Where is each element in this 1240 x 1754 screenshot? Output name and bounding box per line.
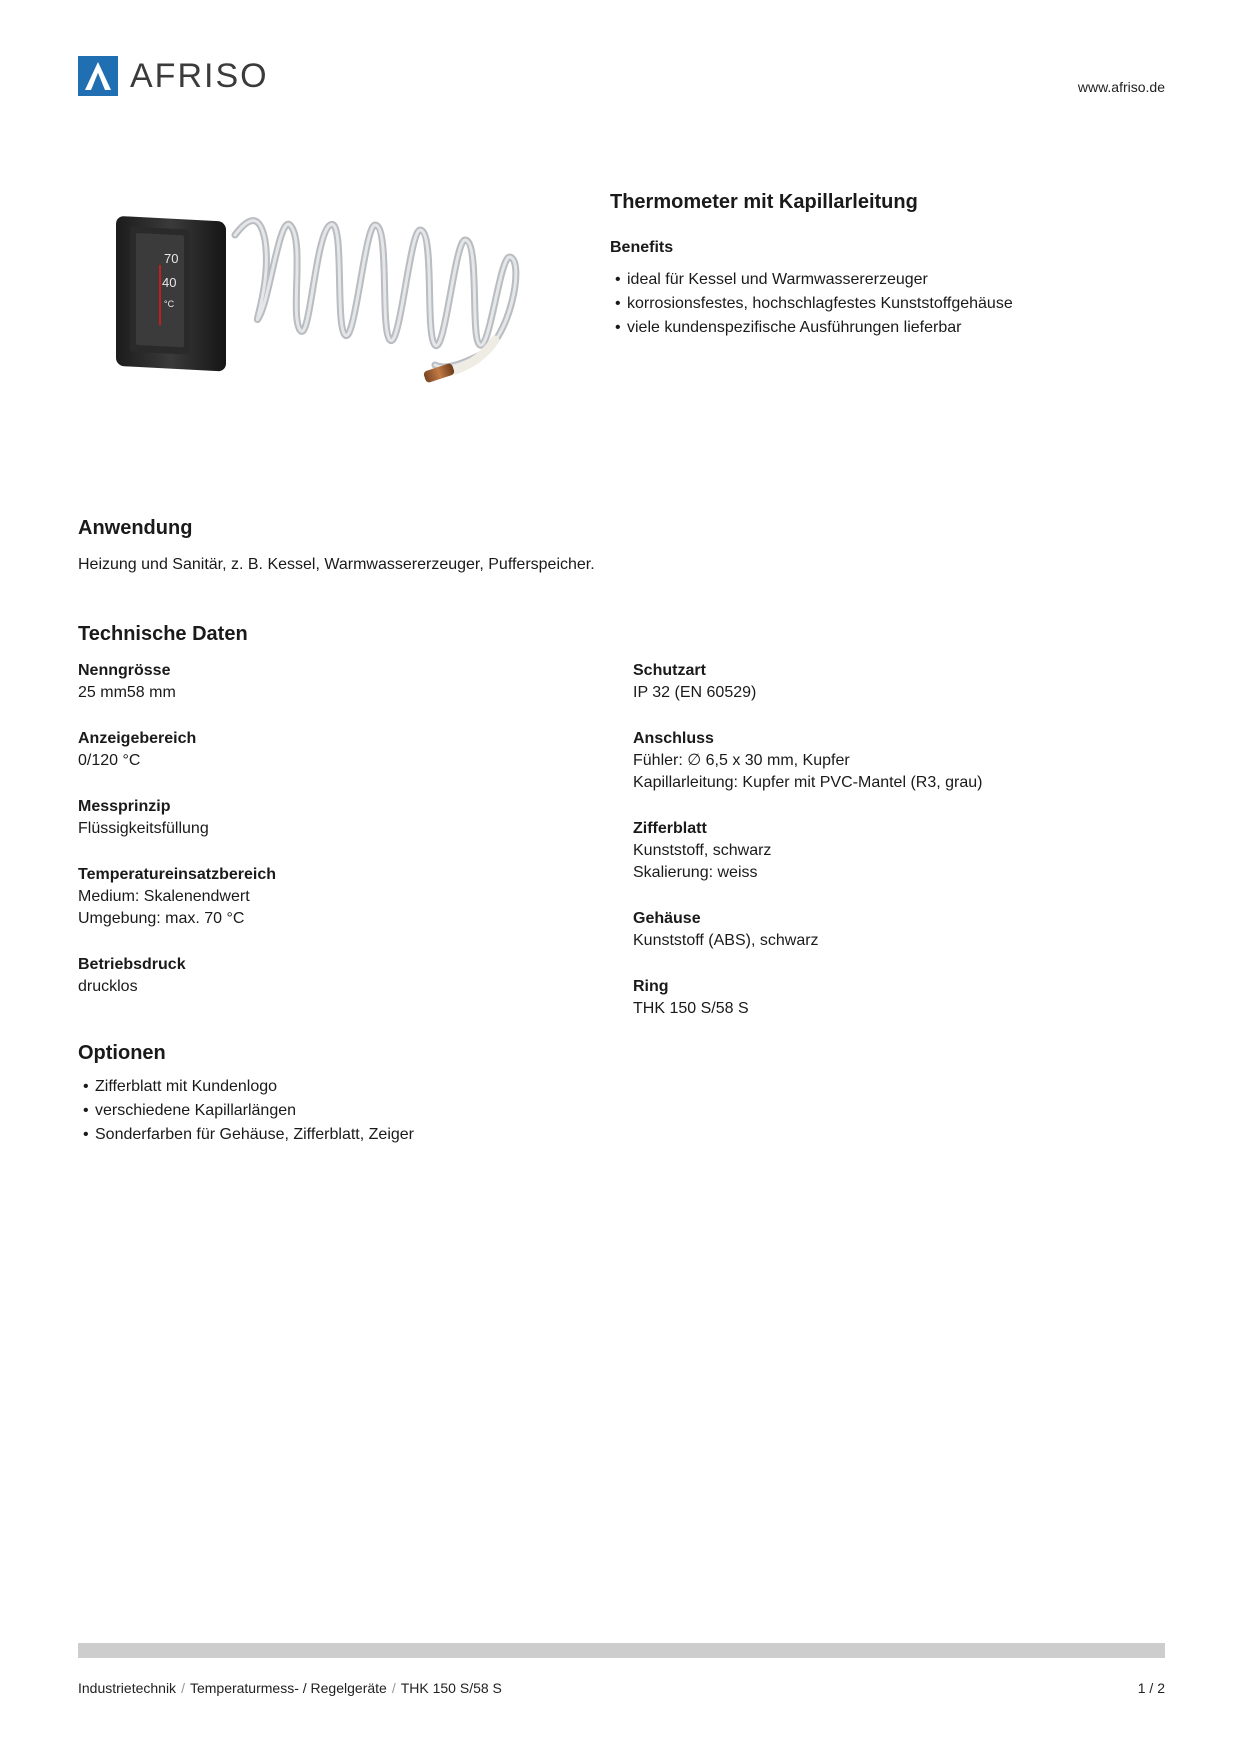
tech-column-left bbox=[78, 660, 578, 1022]
optionen-title: Optionen bbox=[78, 1042, 166, 1064]
website-link[interactable]: www.afriso.de bbox=[1077, 79, 1165, 95]
field-anzeigebereich: Anzeigebereich 0/120 °C bbox=[78, 730, 197, 769]
list-item: • viele kundenspezifische Ausführungen lieferbar bbox=[615, 319, 962, 336]
dial-label-40: 40 bbox=[162, 275, 177, 290]
optionen-list bbox=[78, 1075, 1168, 1147]
afriso-logo bbox=[78, 56, 269, 96]
field-schutzart: Schutzart IP 32 (EN 60529) bbox=[633, 662, 757, 701]
footer bbox=[78, 1680, 1165, 1696]
dial-label-70: 70 bbox=[164, 251, 179, 266]
benefits-list bbox=[610, 268, 1170, 340]
breadcrumb-item[interactable]: Temperaturmess- / Regelgeräte bbox=[189, 1680, 387, 1696]
benefits-title: Benefits bbox=[610, 239, 674, 256]
field-gehaeuse: Gehäuse Kunststoff (ABS), schwarz bbox=[633, 910, 819, 949]
field-temperatureinsatzbereich: Temperatureinsatzbereich Medium: Skalenendwert Umgebung: max. 70 °C bbox=[78, 866, 276, 927]
breadcrumb-item[interactable]: THK 150 S/58 S bbox=[400, 1680, 502, 1696]
field-zifferblatt: Zifferblatt Kunststoff, schwarz Skalierung: weiss bbox=[633, 820, 772, 881]
technische-daten-section bbox=[78, 622, 1168, 646]
list-item: • Sonderfarben für Gehäuse, Zifferblatt, Zeiger bbox=[83, 1126, 414, 1143]
page-number: 1 / 2 bbox=[1137, 1680, 1165, 1696]
breadcrumb-item[interactable]: Industrietechnik bbox=[78, 1680, 177, 1696]
anwendung-text: Heizung und Sanitär, z. B. Kessel, Warmwassererzeuger, Pufferspeicher. bbox=[78, 556, 595, 573]
list-item: • ideal für Kessel und Warmwassererzeuger bbox=[615, 271, 928, 288]
field-betriebsdruck: Betriebsdruck drucklos bbox=[78, 956, 186, 995]
breadcrumb: Industrietechnik / Temperaturmess- / Regelgeräte / THK 150 S/58 S bbox=[78, 1680, 502, 1696]
afriso-logo-icon bbox=[78, 56, 118, 96]
field-anschluss: Anschluss Fühler: ∅ 6,5 x 30 mm, Kupfer Kapillarleitung: Kupfer mit PVC-Mantel (R3, grau) bbox=[633, 730, 983, 791]
optionen-section bbox=[78, 1041, 1168, 1147]
tech-column-right bbox=[633, 660, 1133, 1044]
capillary-thermometer-photo bbox=[100, 195, 580, 435]
footer-divider-bar bbox=[78, 1643, 1165, 1658]
logo-text: AFRISO bbox=[130, 57, 269, 95]
field-nenngroesse: Nenngrösse 25 mm58 mm bbox=[78, 662, 176, 701]
product-title: Thermometer mit Kapillarleitung bbox=[610, 191, 918, 213]
technische-daten-title: Technische Daten bbox=[78, 623, 248, 645]
field-messprinzip: Messprinzip Flüssigkeitsfüllung bbox=[78, 798, 209, 837]
dial-label-unit: °C bbox=[164, 299, 175, 309]
list-item: • korrosionsfestes, hochschlagfestes Kunststoffgehäuse bbox=[615, 295, 1013, 312]
list-item: • Zifferblatt mit Kundenlogo bbox=[83, 1078, 278, 1095]
anwendung-title: Anwendung bbox=[78, 517, 193, 539]
anwendung-section bbox=[78, 516, 1168, 576]
product-intro bbox=[610, 190, 1170, 340]
list-item: • verschiedene Kapillarlängen bbox=[83, 1102, 297, 1119]
field-ring: Ring THK 150 S/58 S bbox=[633, 978, 749, 1017]
